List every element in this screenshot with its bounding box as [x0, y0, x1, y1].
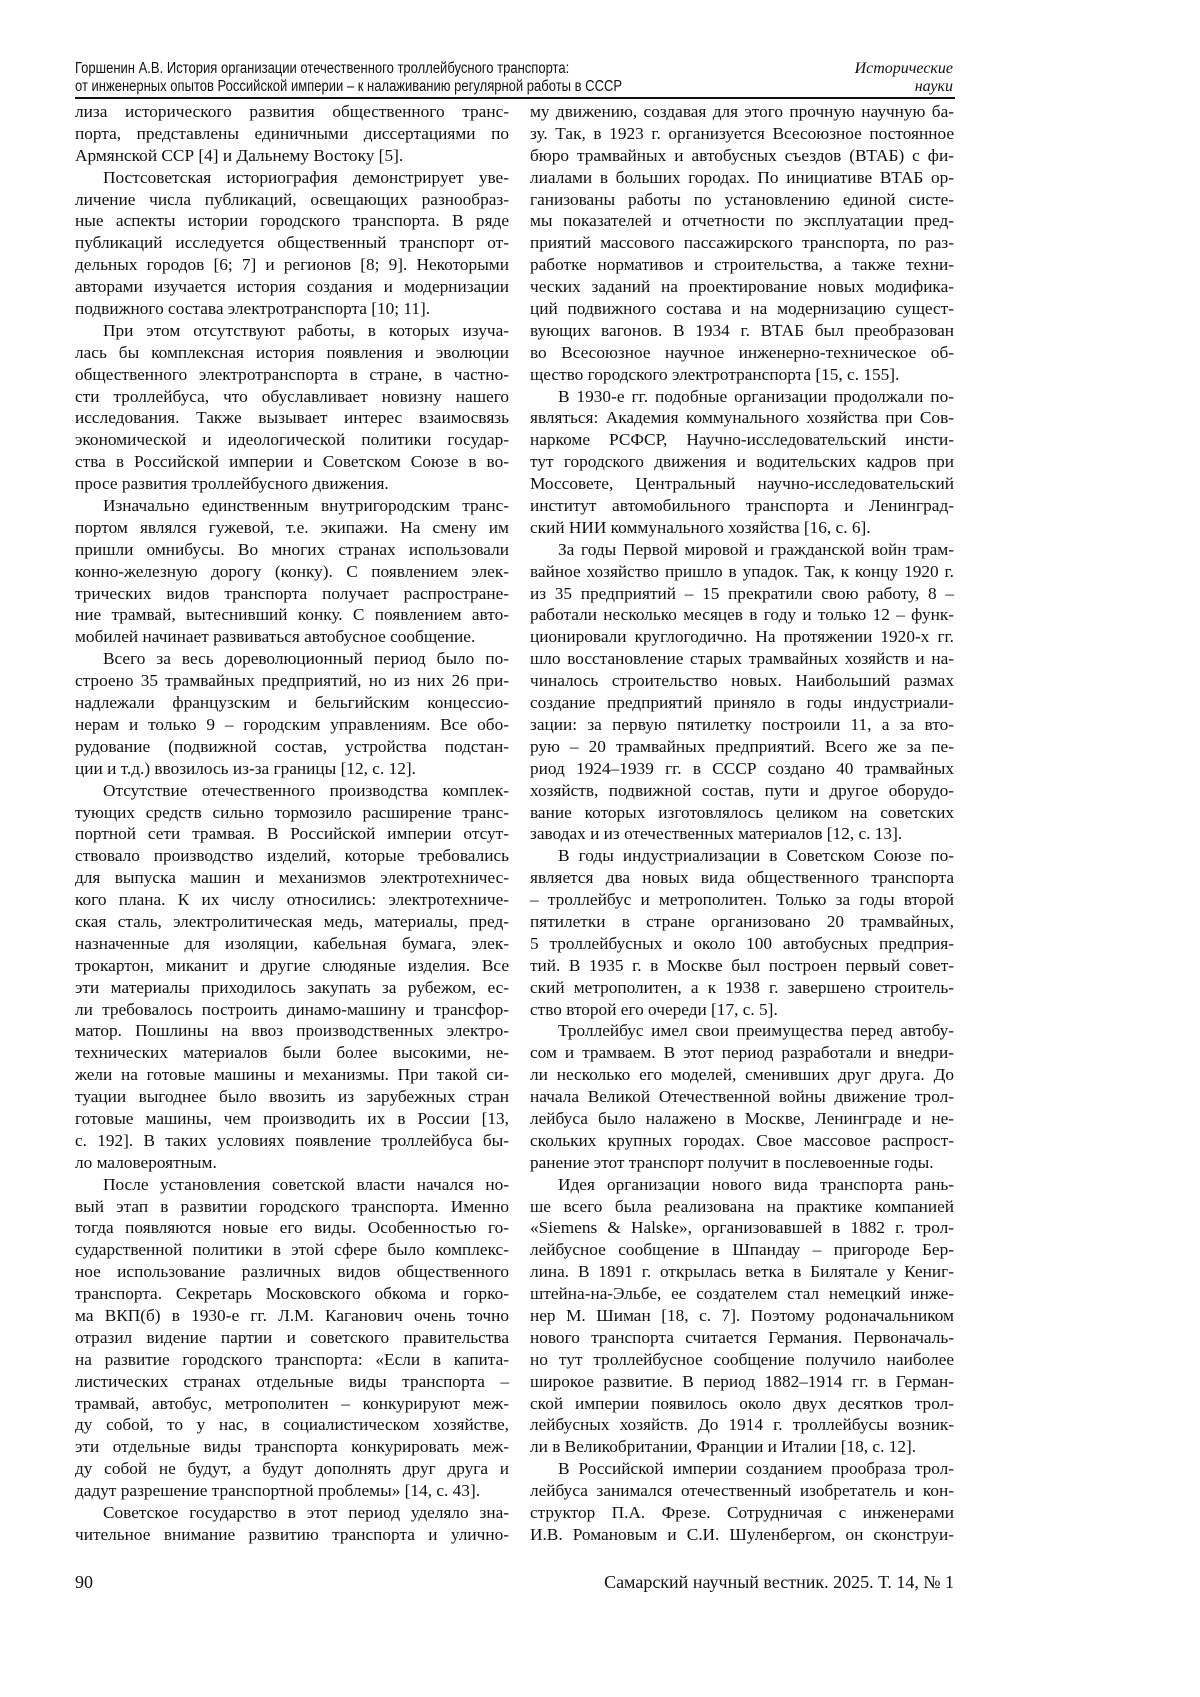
paragraph — [75, 780, 509, 1174]
text-line: лина. В 1891 г. открылась ветка в Билятале у Кениг- — [530, 1261, 954, 1283]
running-title-line: Горшенин А.В. История организации отечественного троллейбусного транспорта: — [75, 60, 622, 78]
text-line: тут городского движения и водительских кадров при — [530, 451, 954, 473]
section-name — [855, 60, 953, 96]
paragraph — [75, 320, 509, 495]
text-line: сти троллейбуса, что обуславливает новизну нашего — [75, 386, 509, 408]
left-column — [75, 101, 509, 1546]
text-line: публикаций исследуется общественный транспорт от- — [75, 232, 509, 254]
paragraph — [530, 101, 954, 386]
text-line: во Всесоюзное научное инженерно-техническое об- — [530, 342, 954, 364]
text-line: чительное внимание развитию транспорта и улично- — [75, 1524, 509, 1546]
text-line: жели на готовые машины и механизмы. При такой си- — [75, 1064, 509, 1086]
text-line: надлежали французским и бельгийским концессио- — [75, 692, 509, 714]
paragraph — [530, 1020, 954, 1173]
text-line: ные аспекты истории городского транспорта. В ряде — [75, 210, 509, 232]
text-line: нового транспорта считается Германия. Первоначаль- — [530, 1327, 954, 1349]
text-line: Армянской ССР [4] и Дальнему Востоку [5]. — [75, 145, 509, 167]
text-line: ций подвижного состава и на модернизацию сущест- — [530, 298, 954, 320]
text-line: ли в Великобритании, Франции и Италии [18, с. 12]. — [530, 1436, 954, 1458]
text-line: трических видов транспорта получает распростране- — [75, 583, 509, 605]
text-line: с. 192]. В таких условиях появление троллейбуса бы- — [75, 1130, 509, 1152]
text-line: ма ВКП(б) в 1930-е гг. Л.М. Каганович очень точно — [75, 1305, 509, 1327]
text-line: ду собой, то у нас, в социалистическом хозяйстве, — [75, 1414, 509, 1436]
text-line: институт автомобильного транспорта и Ленинград- — [530, 495, 954, 517]
text-line: ческих заданий на проектирование новых модифика- — [530, 276, 954, 298]
text-line: рудование (подвижной состав, устройства подстан- — [75, 736, 509, 758]
text-line: вый этап в развитии городского транспорта. Именно — [75, 1196, 509, 1218]
text-line: шло восстановление старых трамвайных хозяйств и на- — [530, 648, 954, 670]
text-line: авторами изучается история создания и модернизации — [75, 276, 509, 298]
text-line: зации: за первую пятилетку построили 11, а за вто- — [530, 714, 954, 736]
text-line: В годы индустриализации в Советском Союзе по- — [530, 845, 954, 867]
text-line: кого плана. К их числу относились: электротехниче- — [75, 889, 509, 911]
text-line: эти отдельные виды транспорта конкурировать меж- — [75, 1436, 509, 1458]
text-line: работке нормативов и строительства, а также техни- — [530, 254, 954, 276]
text-line: сударственной политики в этой сфере было комплекс- — [75, 1239, 509, 1261]
text-line: нерам и только 9 – городским управлениям. Все обо- — [75, 714, 509, 736]
text-line: приятий массового пассажирского транспорта, по раз- — [530, 232, 954, 254]
text-line: ский метрополитен, а к 1938 г. завершено строитель- — [530, 977, 954, 999]
text-line: широкое развитие. В период 1882–1914 гг. в Герман- — [530, 1371, 954, 1393]
text-line: конно-железную дорогу (конку). С появлением элек- — [75, 561, 509, 583]
text-line: бюро трамвайных и автобусных съездов (ВТАБ) с фи- — [530, 145, 954, 167]
text-line: ше всего была реализована на практике компанией — [530, 1196, 954, 1218]
section-name-line: Исторические — [855, 60, 953, 78]
text-line: рую – 20 трамвайных предприятий. Всего же за пе- — [530, 736, 954, 758]
text-line: тогда появляются новые его виды. Особенностью го- — [75, 1217, 509, 1239]
text-line: ганизованы работы по установлению единой систе- — [530, 189, 954, 211]
text-line: личение числа публикаций, освещающих разнообраз- — [75, 189, 509, 211]
text-line: лейбуса было налажено в Москве, Ленинграде и не- — [530, 1108, 954, 1130]
text-line: создание предприятий приняло в годы индустриали- — [530, 692, 954, 714]
text-line: ли несколько его моделей, сменивших друг друга. До — [530, 1064, 954, 1086]
paragraph — [530, 845, 954, 1020]
text-line: для выпуска машин и механизмов электротехничес- — [75, 867, 509, 889]
running-title-line: от инженерных опытов Российской империи – к налаживанию регулярной работы в СССР — [75, 78, 622, 96]
text-line: Изначально единственным внутригородским транс- — [75, 495, 509, 517]
text-line: порта, представлены единичными диссертациями по — [75, 123, 509, 145]
text-line: являться: Академия коммунального хозяйства при Сов- — [530, 407, 954, 429]
section-name-line: науки — [855, 78, 953, 96]
text-line: работали несколько месяцев в году и только 12 – функ- — [530, 604, 954, 626]
text-line: готовые машины, чем производить их в России [13, — [75, 1108, 509, 1130]
text-line: риод 1924–1939 гг. в СССР создано 40 трамвайных — [530, 758, 954, 780]
page-number: 90 — [75, 1572, 93, 1593]
text-line: эти материалы приходилось закупать за рубежом, ес- — [75, 977, 509, 999]
text-line: ние трамвай, вытеснивший конку. С появлением авто- — [75, 604, 509, 626]
text-line: строено 35 трамвайных предприятий, но из них 26 при- — [75, 670, 509, 692]
text-line: подвижного состава электротранспорта [10; 11]. — [75, 298, 509, 320]
paragraph — [75, 101, 509, 167]
text-line: транспорта. Секретарь Московского обкома и горко- — [75, 1283, 509, 1305]
text-line: из 35 предприятий – 15 прекратили свою работу, 8 – — [530, 583, 954, 605]
text-line: портом являлся гужевой, т.е. экипажи. На смену им — [75, 517, 509, 539]
text-line: лиалами в больших городах. По инициативе ВТАБ ор- — [530, 167, 954, 189]
text-line: щество городского электротранспорта [15, с. 155]. — [530, 364, 954, 386]
text-line: 5 троллейбусных и около 100 автобусных предприя- — [530, 933, 954, 955]
text-line: матор. Пошлины на ввоз производственных электро- — [75, 1020, 509, 1042]
text-line: Отсутствие отечественного производства комплек- — [75, 780, 509, 802]
text-line: ное использование различных видов общественного — [75, 1261, 509, 1283]
paragraph — [75, 1174, 509, 1502]
text-line: После установления советской власти начался но- — [75, 1174, 509, 1196]
text-line: вайное хозяйство пришло в упадок. Так, к концу 1920 г. — [530, 561, 954, 583]
text-line: листических странах отдельные виды транспорта – — [75, 1371, 509, 1393]
text-line: назначенные для изоляции, кабельная бумага, элек- — [75, 933, 509, 955]
text-line: сом и трамваем. В этот период разработали и внедри- — [530, 1042, 954, 1064]
text-line: ства в Российской империи и Советском Союзе в во- — [75, 451, 509, 473]
text-line: пришли омнибусы. Во многих странах использовали — [75, 539, 509, 561]
text-line: тий. В 1935 г. в Москве был построен первый совет- — [530, 955, 954, 977]
text-line: экономической и идеологической политики государ- — [75, 429, 509, 451]
text-line: ло маловероятным. — [75, 1152, 509, 1174]
paragraph — [75, 648, 509, 779]
running-header — [75, 60, 955, 96]
text-line: При этом отсутствуют работы, в которых изуча- — [75, 320, 509, 342]
text-line: – троллейбус и метрополитен. Только за годы второй — [530, 889, 954, 911]
text-line: ли требовалось построить динамо-машину и трансфор- — [75, 999, 509, 1021]
text-line: ство второй его очереди [17, с. 5]. — [530, 999, 954, 1021]
text-line: штейна-на-Эльбе, ее создателем стал немецкий инже- — [530, 1283, 954, 1305]
paragraph — [530, 539, 954, 845]
text-line: Всего за весь дореволюционный период было по- — [75, 648, 509, 670]
right-column — [530, 101, 954, 1546]
text-line: В 1930-е гг. подобные организации продолжали по- — [530, 386, 954, 408]
text-line: И.В. Романовым и С.И. Шуленбергом, он сконструи- — [530, 1524, 954, 1546]
text-line: ции и т.д.) ввозилось из-за границы [12, с. 12]. — [75, 758, 509, 780]
text-line: дельных городов [6; 7] и регионов [8; 9]. Некоторыми — [75, 254, 509, 276]
text-line: но тут троллейбусное сообщение получило наиболее — [530, 1349, 954, 1371]
text-line: «Siemens & Halske», организовавшей в 1882 г. трол- — [530, 1217, 954, 1239]
text-line: трамвай, автобус, метрополитен – конкурируют меж- — [75, 1393, 509, 1415]
text-line: дадут разрешение транспортной проблемы» [14, с. 43]. — [75, 1480, 509, 1502]
text-line: ствовало производство изделий, которые требовались — [75, 845, 509, 867]
text-line: ду собой не будут, а будут дополнять друг друга и — [75, 1458, 509, 1480]
text-line: пятилетки в стране организовано 20 трамвайных, — [530, 911, 954, 933]
text-line: исследования. Также вызывает интерес взаимосвязь — [75, 407, 509, 429]
text-line: мобилей начинает развиваться автобусное сообщение. — [75, 626, 509, 648]
text-line: ранение этот транспорт получит в послевоенные годы. — [530, 1152, 954, 1174]
text-line: В Российской империи созданием прообраза трол- — [530, 1458, 954, 1480]
text-line: просе развития троллейбусного движения. — [75, 473, 509, 495]
text-line: ская сталь, электролитическая медь, материалы, пред- — [75, 911, 509, 933]
text-line: вующих вагонов. В 1934 г. ВТАБ был преобразован — [530, 320, 954, 342]
text-line: скольких крупных городах. Свое массовое распрост- — [530, 1130, 954, 1152]
text-line: зу. Так, в 1923 г. организуется Всесоюзное постоянное — [530, 123, 954, 145]
paragraph — [75, 167, 509, 320]
journal-citation: Самарский научный вестник. 2025. Т. 14, № 1 — [604, 1572, 954, 1593]
text-line: общественного электротранспорта в стране, в частно- — [75, 364, 509, 386]
text-line: Троллейбус имел свои преимущества перед автобу- — [530, 1020, 954, 1042]
text-line: лейбусных хозяйств. До 1914 г. троллейбусы возник- — [530, 1414, 954, 1436]
text-line: хозяйств, подвижной состав, пути и другое оборудо- — [530, 780, 954, 802]
text-line: портной сети трамвая. В Российской империи отсут- — [75, 823, 509, 845]
text-line: тующих средств сильно тормозило расширение транс- — [75, 802, 509, 824]
text-line: ционировали круглогодично. На протяжении 1920-х гг. — [530, 626, 954, 648]
text-line: лась бы комплексная история появления и эволюции — [75, 342, 509, 364]
text-line: лейбуса занимался отечественный изобретатель и кон- — [530, 1480, 954, 1502]
text-line: ский НИИ коммунального хозяйства [16, с. 6]. — [530, 517, 954, 539]
paragraph — [75, 495, 509, 648]
text-line: на развитие городского транспорта: «Если в капита- — [75, 1349, 509, 1371]
text-line: му движению, создавая для этого прочную научную ба- — [530, 101, 954, 123]
header-rule — [75, 97, 955, 99]
text-line: Идея организации нового вида транспорта рань- — [530, 1174, 954, 1196]
text-line: заводах и из отечественных материалов [12, с. 13]. — [530, 823, 954, 845]
text-line: является два новых вида общественного транспорта — [530, 867, 954, 889]
text-line: начала Великой Отечественной войны движение трол- — [530, 1086, 954, 1108]
text-line: структор П.А. Фрезе. Сотрудничая с инженерами — [530, 1502, 954, 1524]
text-line: вание которых изготовлялось целиком на советских — [530, 802, 954, 824]
text-line: нер М. Шиман [18, с. 7]. Поэтому родоначальником — [530, 1305, 954, 1327]
paragraph — [75, 1502, 509, 1546]
text-line: туации выгоднее было ввозить из зарубежных стран — [75, 1086, 509, 1108]
text-line: Моссовете, Центральный научно-исследовательский — [530, 473, 954, 495]
text-line: наркоме РСФСР, Научно-исследовательский инсти- — [530, 429, 954, 451]
text-line: мы показателей и отчетности по эксплуатации пред- — [530, 210, 954, 232]
paragraph — [530, 386, 954, 539]
paragraph — [530, 1174, 954, 1459]
text-line: Постсоветская историография демонстрирует уве- — [75, 167, 509, 189]
text-line: лиза исторического развития общественного транс- — [75, 101, 509, 123]
text-line: За годы Первой мировой и гражданской войн трам- — [530, 539, 954, 561]
text-line: трокартон, миканит и другие слюдяные изделия. Все — [75, 955, 509, 977]
text-line: Советское государство в этот период уделяло зна- — [75, 1502, 509, 1524]
text-line: технических материалов были более высокими, не- — [75, 1042, 509, 1064]
paragraph — [530, 1458, 954, 1546]
text-line: лейбусное сообщение в Шпандау – пригороде Бер- — [530, 1239, 954, 1261]
running-title — [75, 60, 622, 96]
text-line: отразил видение партии и советского правительства — [75, 1327, 509, 1349]
text-line: чиналось строительство новых. Наибольший размах — [530, 670, 954, 692]
text-line: ской империи появилось около двух десятков трол- — [530, 1393, 954, 1415]
